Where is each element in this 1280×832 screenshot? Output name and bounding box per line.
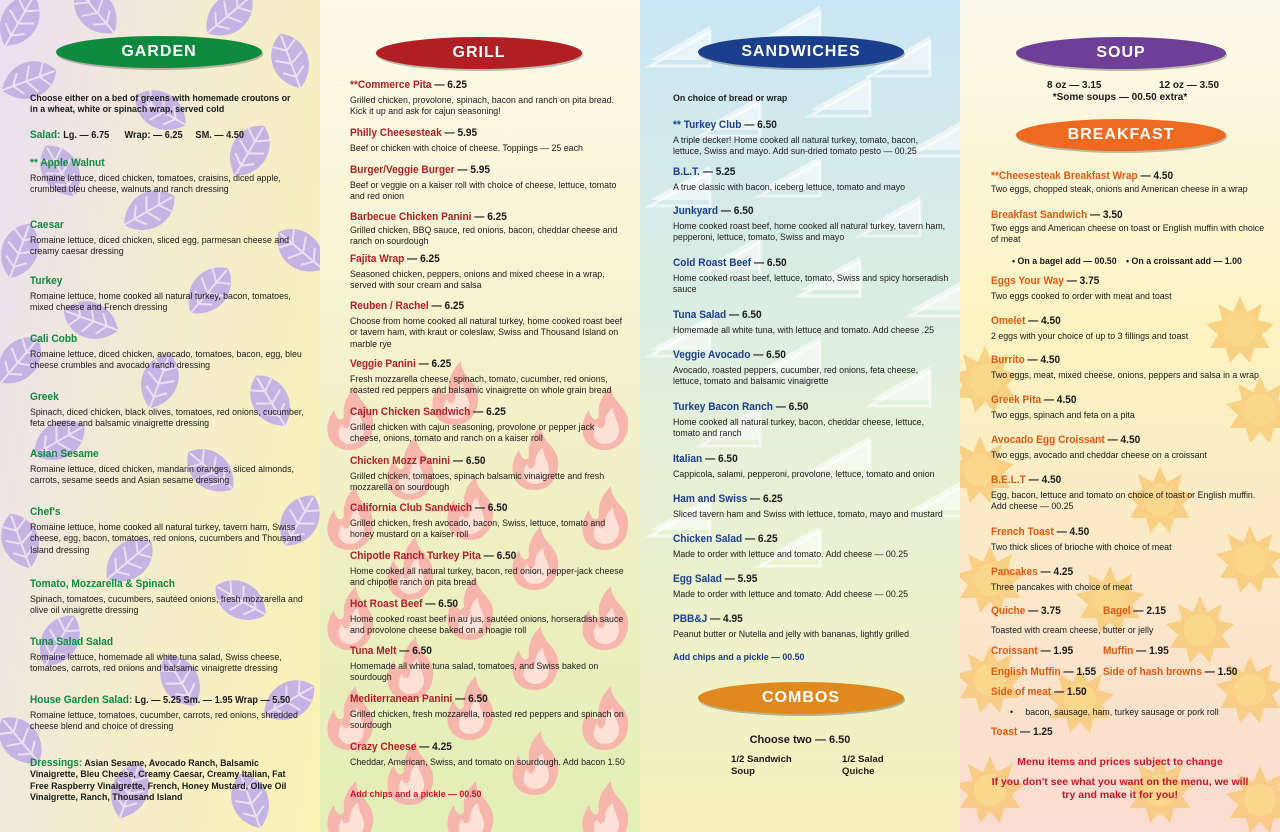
menu-item (673, 257, 949, 296)
item-name: Omelet (991, 315, 1026, 327)
combos-right-options (842, 754, 884, 778)
item-description: 2 eggs with your choice of up to 3 fillings and toast (991, 331, 1189, 342)
menu-item (991, 526, 1258, 553)
item-name: Hot Roast Beef (350, 598, 423, 610)
footer-note-custom: If you don't see what you want on the menu, we will try and make it for you! (991, 776, 1249, 801)
item-description: Grilled chicken with cajun seasoning, provolone or pepper jack cheese, onions, tomato and ranch on a kaiser roll (350, 422, 595, 445)
item-description: A triple decker! Home cooked all natural turkey, tomato, bacon, lettuce, Swiss and mayo. Add sun-dried tomato pesto — 00.25 (673, 135, 919, 158)
grill-addon-note: Add chips and a pickle — 00.50 (350, 789, 482, 800)
soup-small: 8 oz — 3.15 (1047, 80, 1102, 91)
menu-item (30, 506, 302, 556)
item-description: Home cooked roast beef, lettuce, tomato, Swiss and spicy horseradish sauce (673, 273, 949, 296)
item-price: — 4.50 (1053, 526, 1090, 538)
item-name: Chicken Salad (673, 533, 743, 545)
menu-item (991, 170, 1258, 195)
sandwiches-title-banner (698, 36, 904, 68)
item-name: Breakfast Sandwich (991, 209, 1088, 221)
item-price: Lg. — 5.25 Sm. — 1.95 Wrap — 5.50 (132, 695, 291, 706)
item-description: Romaine lettuce, home cooked all natural turkey, tavern ham, Swiss cheese, egg, bacon, tomatoes, red onions, cucumbers and Thousand Island dressing (30, 522, 302, 556)
item-name: Muffin (1103, 645, 1134, 657)
menu-item (350, 164, 617, 203)
item-name: Eggs Your Way (991, 275, 1064, 287)
item-name: ** Apple Walnut (30, 157, 105, 169)
item-description: Grilled chicken, BBQ sauce, red onions, bacon, cheddar cheese and ranch on sourdough (350, 225, 618, 248)
item-description: Two eggs and American cheese on toast or English muffin with choice of meat (991, 223, 1265, 246)
item-description: Cheddar, American, Swiss, and tomato on sourdough. Add bacon 1.50 (350, 757, 625, 768)
menu-item-toast (991, 726, 1258, 739)
item-price: — 1.55 (1060, 666, 1097, 678)
item-description: Romaine lettuce, homemade all white tuna salad, Swiss cheese, tomatoes, carrots, red onions and balsamic vinaigrette dressing (30, 652, 282, 675)
item-description: Romaine lettuce, diced chicken, sliced egg, parmesan cheese and creamy caesar dressing (30, 235, 290, 258)
item-price: — 4.50 (1137, 170, 1174, 182)
menu-item (991, 209, 1265, 246)
item-name: Burger/Veggie Burger (350, 164, 455, 176)
item-description: Beef or chicken with choice of cheese. Toppings — 25 each (350, 143, 583, 154)
combos-left-options (731, 754, 792, 778)
item-price: — 4.50 (1024, 354, 1061, 366)
combos-title-banner (698, 682, 904, 714)
menu-item (673, 401, 940, 440)
item-description: Beef or veggie on a kaiser roll with choice of cheese, lettuce, tomato and red onion (350, 180, 617, 203)
menu-item (673, 309, 940, 336)
item-name: Turkey (30, 275, 63, 287)
item-name: Tuna Salad Salad (30, 636, 114, 648)
item-description: Homemade all white tuna salad, tomatoes, and Swiss baked on sourdough (350, 661, 599, 684)
menu-item-muffin (1103, 645, 1241, 658)
menu-item (673, 533, 940, 560)
item-name: Veggie Panini (350, 358, 416, 370)
menu-item (350, 127, 617, 154)
grill-panel (320, 0, 640, 832)
item-price: — 5.95 (441, 127, 478, 139)
item-name: Quiche (991, 605, 1026, 617)
menu-item-side-of-meat (991, 686, 1258, 699)
item-price: — 6.25 (431, 79, 468, 91)
item-name: Cajun Chicken Sandwich (350, 406, 471, 418)
menu-item-hash-browns (1103, 666, 1269, 679)
item-price: — 4.50 (1025, 315, 1061, 327)
item-price: — 1.95 (1037, 645, 1074, 657)
item-name: Italian (673, 453, 703, 465)
item-name: Tuna Melt (350, 645, 397, 657)
garden-title-banner (56, 36, 262, 68)
menu-item (991, 354, 1258, 381)
item-name: Chicken Mozz Panini (350, 455, 451, 467)
item-name: Crazy Cheese (350, 741, 417, 753)
menu-item-bagel (1103, 605, 1241, 618)
sandwiches-intro: On choice of bread or wrap (673, 93, 788, 104)
menu-item (30, 636, 297, 675)
menu-item (350, 455, 617, 494)
menu-item (673, 493, 943, 520)
menu-item (673, 613, 940, 640)
item-price: — 6.50 (702, 453, 738, 465)
item-description: Grilled chicken, fresh avocado, bacon, Swiss, lettuce, tomato and honey mustard on a kaiser roll (350, 518, 606, 541)
menu-item (350, 645, 617, 684)
menu-item (350, 358, 617, 397)
item-description: Two eggs, chopped steak, onions and American cheese in a wrap (991, 184, 1248, 195)
item-price: — 3.75 (1063, 275, 1100, 287)
item-name: Philly Cheesesteak (350, 127, 442, 139)
item-description: Sliced tavern ham and Swiss with lettuce, tomato, mayo and mustard (673, 509, 943, 520)
side-of-meat-description: • bacon, sausage, ham, turkey sausage or pork roll (1010, 707, 1219, 718)
menu-item (30, 333, 302, 372)
menu-item (30, 694, 297, 733)
item-price: — 6.25 (415, 358, 452, 370)
item-name: Tomato, Mozzarella & Spinach (30, 578, 175, 590)
item-name: Turkey Bacon Ranch (673, 401, 773, 413)
croissant-option: • On a croissant add — 1.00 (1126, 256, 1242, 267)
item-name: Barbecue Chicken Panini (350, 211, 472, 223)
soup-title-banner (1016, 37, 1226, 69)
item-price: — 6.50 (472, 502, 508, 514)
item-description: Peanut butter or Nutella and jelly with bananas, lightly grilled (673, 629, 910, 640)
menu-item (991, 474, 1258, 513)
garden-panel (0, 0, 320, 832)
menu-item (30, 157, 297, 196)
menu-item (673, 205, 946, 244)
item-name: French Toast (991, 526, 1054, 538)
item-price: — 5.95 (454, 164, 491, 176)
item-price: — 6.50 (750, 349, 786, 361)
item-name: Asian Sesame (30, 448, 99, 460)
sandwiches-addon-note: Add chips and a pickle — 00.50 (673, 652, 805, 663)
item-name: Junkyard (673, 205, 719, 217)
item-price: — 4.50 (1025, 474, 1062, 486)
item-description: Two eggs cooked to order with meat and toast (991, 291, 1172, 302)
item-description: Avocado, roasted peppers, cucumber, red onions, feta cheese, lettuce, tomato and balsamic vinaigrette (673, 365, 919, 388)
item-description: Seasoned chicken, peppers, onions and mixed cheese in a wrap, served with sour cream and salsa (350, 269, 605, 292)
item-price: — 4.95 (707, 613, 743, 625)
item-description: Spinach, diced chicken, black olives, tomatoes, red onions, cucumber, feta cheese and balsamic vinaigrette dressing (30, 407, 304, 430)
combos-title: COMBOS (762, 689, 840, 706)
sandwiches-panel (640, 0, 960, 832)
menu-item (350, 300, 623, 350)
item-price: — 2.15 (1130, 605, 1167, 617)
item-price: — 4.50 (1041, 394, 1077, 406)
menu-item (30, 448, 297, 487)
item-name: Bagel (1103, 605, 1131, 617)
menu-item (673, 573, 940, 600)
item-description: Romaine lettuce, diced chicken, tomatoes, craisins, diced apple, crumbled bleu cheese, walnuts and ranch dressing (30, 173, 281, 196)
item-description: Cappicola, salami, pepperoni, provolone, lettuce, tomato and onion (673, 469, 935, 480)
combos-choose: Choose two — 6.50 (749, 734, 851, 746)
item-name: B.E.L.T (991, 474, 1026, 486)
item-name: Greek Pita (991, 394, 1042, 406)
item-name: Chef's (30, 506, 61, 518)
item-name: Side of hash browns (1103, 666, 1202, 678)
item-name: B.L.T. (673, 166, 700, 178)
footer-note-prices: Menu items and prices subject to change (1017, 756, 1223, 768)
item-description: Fresh mozzarella cheese, spinach, tomato, cucumber, red onions, roasted red peppers and balsamic vinaigrette on whole grain bread (350, 374, 612, 397)
salad-sizes (30, 129, 297, 142)
item-description: A true classic with bacon, iceberg lettuce, tomato and mayo (673, 182, 906, 193)
dressings-label: Dressings: (30, 757, 83, 769)
item-description: Two thick slices of brioche with choice of meat (991, 542, 1172, 553)
item-price: — 6.50 (726, 309, 762, 321)
item-description: Romaine lettuce, home cooked all natural turkey, bacon, tomatoes, mixed cheese and French dressing (30, 291, 291, 314)
item-name: Caesar (30, 219, 64, 231)
item-name: Croissant (991, 645, 1038, 657)
item-price: — 4.25 (1037, 566, 1074, 578)
menu-item (350, 550, 624, 589)
breakfast-title-banner (1016, 119, 1226, 151)
item-price: — 4.50 (1104, 434, 1141, 446)
menu-item (991, 275, 1258, 302)
item-price: — 6.25 (747, 493, 783, 505)
soup-title: SOUP (1096, 44, 1146, 61)
item-price: — 6.50 (751, 257, 787, 269)
item-name: PBB&J (673, 613, 708, 625)
menu-item (673, 119, 940, 158)
combo-option: Quiche (842, 766, 875, 777)
item-description: Home cooked roast beef in au jus, sautéed onions, horseradish sauce and provolone cheese baked on a hoagie roll (350, 614, 624, 637)
item-description: Made to order with lettuce and tomato. Add cheese — 00.25 (673, 589, 909, 600)
grill-title-banner (376, 37, 582, 69)
menu-item (30, 219, 297, 258)
item-name: Tuna Salad (673, 309, 727, 321)
item-price: — 6.50 (396, 645, 432, 657)
item-price: — 4.25 (416, 741, 452, 753)
item-description: Home cooked roast beef, home cooked all natural turkey, tavern ham, pepperoni, lettuce, tomato, Swiss and mayo (673, 221, 946, 244)
menu-item (350, 406, 617, 445)
salad-label: Salad: (30, 129, 61, 141)
item-name: Side of meat (991, 686, 1052, 698)
item-name: ** Turkey Club (673, 119, 742, 131)
menu-item (991, 434, 1258, 461)
item-price: — 6.50 (718, 205, 754, 217)
item-description: Romaine lettuce, diced chicken, mandarin oranges, sliced almonds, carrots, sesame seeds and Asian sesame dressing (30, 464, 294, 487)
item-name: **Cheesesteak Breakfast Wrap (991, 170, 1138, 182)
sandwiches-title: SANDWICHES (741, 43, 861, 60)
item-name: Reuben / Rachel (350, 300, 429, 312)
item-price: — 6.25 (742, 533, 778, 545)
item-price: — 6.25 (471, 211, 507, 223)
item-name: Chipotle Ranch Turkey Pita (350, 550, 481, 562)
menu-item (673, 453, 940, 480)
item-name: House Garden Salad: (30, 694, 133, 706)
item-name: Toast (991, 726, 1018, 738)
garden-intro: Choose either on a bed of greens with homemade croutons or in a wheat, white or spinach wrap, served cold (30, 93, 291, 116)
item-description: Choose from home cooked all natural turkey, home cooked roast beef or tavern ham, with kraut or coleslaw, Swiss and Thousand Island on marble rye (350, 316, 623, 350)
menu-item (350, 211, 617, 248)
item-price: — 5.95 (721, 573, 758, 585)
item-price: — 6.25 (470, 406, 506, 418)
menu-item (350, 253, 617, 292)
item-price: — 1.25 (1017, 726, 1053, 738)
menu-item (350, 502, 617, 541)
item-price: — 6.50 (450, 455, 486, 467)
menu-item (673, 166, 940, 193)
item-name: Burrito (991, 354, 1025, 366)
item-description: Two eggs, meat, mixed cheese, onions, peppers and salsa in a wrap (991, 370, 1259, 381)
item-price: — 6.25 (428, 300, 465, 312)
menu-item (30, 275, 297, 314)
item-name: **Commerce Pita (350, 79, 432, 91)
menu-item (350, 693, 624, 732)
item-name: English Muffin (991, 666, 1061, 678)
item-name: California Club Sandwich (350, 502, 473, 514)
item-description: Two eggs, avocado and cheddar cheese on a croissant (991, 450, 1207, 461)
salad-prices: Lg. — 6.75 Wrap: — 6.25 SM. — 4.50 (63, 130, 245, 141)
item-description: Grilled chicken, tomatoes, spinach balsamic vinaigrette and fresh mozzarella on sourdough (350, 471, 605, 494)
item-description: Three pancakes with choice of meat (991, 582, 1133, 593)
item-price: — 1.50 (1051, 686, 1087, 698)
item-description: Grilled chicken, fresh mozzarella, roasted red peppers and spinach on sourdough (350, 709, 624, 732)
item-description: Home cooked all natural turkey, bacon, cheddar cheese, lettuce, tomato and ranch (673, 417, 925, 440)
item-price: — 6.50 (422, 598, 458, 610)
item-description: Two eggs, spinach and feta on a pita (991, 410, 1135, 421)
item-description: Grilled chicken, provolone, spinach, bacon and ranch on pita bread. Kick it up and ask for cajun seasoning! (350, 95, 614, 118)
item-price: — 3.50 (1087, 209, 1123, 221)
item-price: — 6.50 (480, 550, 517, 562)
item-price: — 6.50 (741, 119, 777, 131)
item-price: — 5.25 (699, 166, 736, 178)
menu-item (30, 391, 304, 430)
item-price: — 1.50 (1201, 666, 1238, 678)
menu-item (350, 598, 624, 637)
menu-item (673, 349, 940, 388)
item-description: Egg, bacon, lettuce and tomato on choice of toast or English muffin. Add cheese — 00.25 (991, 490, 1256, 513)
item-name: Cold Roast Beef (673, 257, 752, 269)
item-price: — 6.50 (452, 693, 488, 705)
menu-item (30, 578, 303, 617)
bagel-option: • On a bagel add — 00.50 (1012, 256, 1117, 267)
dressings-options: Asian Sesame, Avocado Ranch, Balsamic Vinaigrette, Bleu Cheese, Creamy Caesar, Creamy Italian, Fat Free Raspberry Vinaigrette, French, Honey Mustard, Olive Oil Vinaigrette, Ranch, Thousand Island (30, 758, 287, 804)
soup-breakfast-panel (960, 0, 1280, 832)
item-name: Pancakes (991, 566, 1038, 578)
item-description: Homemade all white tuna, with lettuce and tomato. Add cheese .25 (673, 325, 935, 336)
combo-option: Soup (731, 766, 755, 777)
item-description: Home cooked all natural turkey, bacon, red onion, pepper-jack cheese and chipotle ranch on pita bread (350, 566, 624, 589)
bagel-description: Toasted with cream cheese, butter or jelly (991, 625, 1154, 636)
item-description: Made to order with lettuce and tomato. Add cheese — 00.25 (673, 549, 909, 560)
item-description: Spinach, tomatoes, cucumbers, sautéed onions, fresh mozzarella and olive oil vinaigrette dressing (30, 594, 303, 617)
item-name: Veggie Avocado (673, 349, 751, 361)
item-price: — 6.50 (772, 401, 809, 413)
garden-title: GARDEN (121, 43, 197, 60)
soup-note: *Some soups — 00.50 extra* (1052, 92, 1188, 103)
item-name: Ham and Swiss (673, 493, 748, 505)
item-price: — 6.25 (404, 253, 440, 265)
item-price: — 1.95 (1133, 645, 1169, 657)
menu-item (991, 394, 1258, 421)
menu-item (991, 315, 1258, 342)
soup-large: 12 oz — 3.50 (1159, 80, 1220, 91)
item-name: Cali Cobb (30, 333, 78, 345)
item-description: Romaine lettuce, diced chicken, avocado, tomatoes, bacon, egg, bleu cheese crumbles and avocado ranch dressing (30, 349, 302, 372)
combo-option: 1/2 Sandwich (731, 754, 792, 765)
grill-title: GRILL (452, 44, 506, 61)
item-name: Avocado Egg Croissant (991, 434, 1105, 446)
item-price: — 3.75 (1025, 605, 1061, 617)
combo-option: 1/2 Salad (842, 754, 884, 765)
item-name: Fajita Wrap (350, 253, 405, 265)
item-name: Greek (30, 391, 59, 403)
menu-item (350, 741, 625, 768)
item-name: Egg Salad (673, 573, 722, 585)
item-name: Mediterranean Panini (350, 693, 453, 705)
menu-item (991, 566, 1258, 593)
breakfast-title: BREAKFAST (1067, 126, 1175, 143)
item-description: Romaine lettuce, tomatoes, cucumber, carrots, red onions, shredded cheese blend and choice of dressing (30, 710, 298, 733)
dressings-list (30, 758, 297, 804)
menu-item (350, 79, 617, 118)
